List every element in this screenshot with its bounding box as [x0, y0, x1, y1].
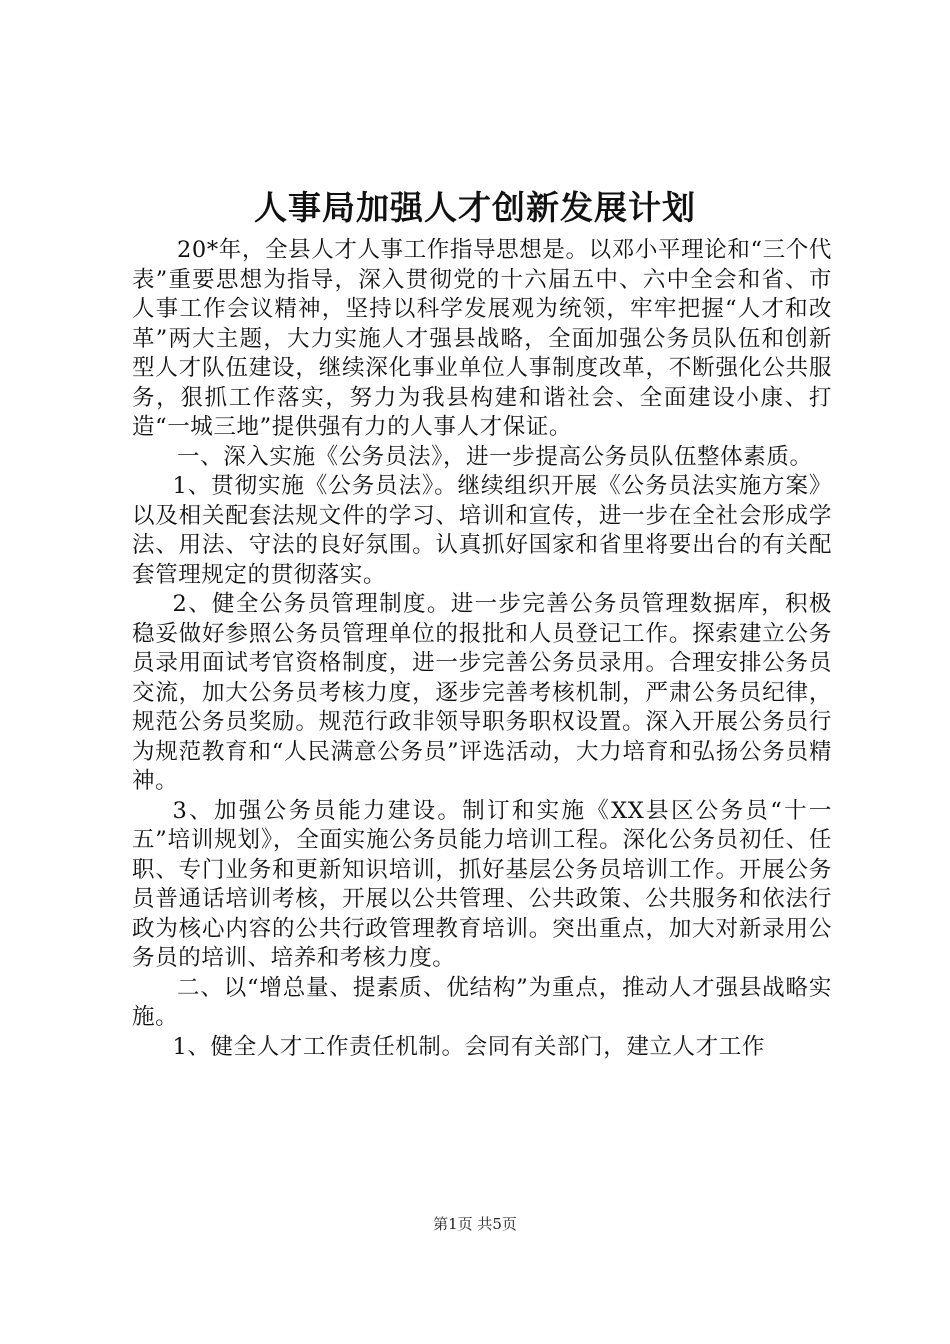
section-heading-1: 一、深入实施《公务员法》，进一步提高公务员队伍整体素质。: [177, 443, 813, 470]
section-heading-2: 二、以“增总量、提素质、优结构”为重点，推动人才强县战略实施。: [132, 974, 832, 1030]
document-body: [132, 236, 832, 1062]
page-number-footer: 第1页 共5页: [433, 1215, 517, 1233]
paragraph-1-1: 1、贯彻实施《公务员法》。继续组织开展《公务员法实施方案》以及相关配套法规文件的学习、培训和宣传，进一步在全社会形成学法、用法、守法的良好氛围。认真抓好国家和省里将要出台的有关配套管理规定的贯彻落实。: [132, 473, 832, 588]
paragraph-guiding-ideology: 20*年，全县人才人事工作指导思想是。以邓小平理论和“三个代表”重要思想为指导，深入贯彻党的十六届五中、六中全会和省、市人事工作会议精神，坚持以科学发展观为统领，牢牢把握“人才和改革”两大主题，大力实施人才强县战略，全面加强公务员队伍和创新型人才队伍建设，继续深化事业单位人事制度改革，不断强化公共服务，狠抓工作落实，努力为我县构建和谐社会、全面建设小康、打造“一城三地”提供强有力的人事人才保证。: [132, 237, 832, 440]
paragraph-1-2: 2、健全公务员管理制度。进一步完善公务员管理数据库，积极稳妥做好参照公务员管理单位的报批和人员登记工作。探索建立公务员录用面试考官资格制度，进一步完善公务员录用。合理安排公务员交流，加大公务员考核力度，逐步完善考核机制，严肃公务员纪律，规范公务员奖励。规范行政非领导职务职权设置。深入开展公务员行为规范教育和“人民满意公务员”评选活动，大力培育和弘扬公务员精神。: [132, 591, 832, 794]
paragraph-1-3: 3、加强公务员能力建设。制订和实施《XX县区公务员“十一五”培训规划》，全面实施公务员能力培训工程。深化公务员初任、任职、专门业务和更新知识培训，抓好基层公务员培训工作。开展公务员普通话培训考核，开展以公共管理、公共政策、公共服务和依法行政为核心内容的公共行政管理教育培训。突出重点，加大对新录用公务员的培训、培养和考核力度。: [132, 797, 832, 971]
document-title: 人事局加强人才创新发展计划: [254, 188, 696, 227]
paragraph-2-1: 1、健全人才工作责任机制。会同有关部门，建立人才工作: [172, 1033, 765, 1060]
